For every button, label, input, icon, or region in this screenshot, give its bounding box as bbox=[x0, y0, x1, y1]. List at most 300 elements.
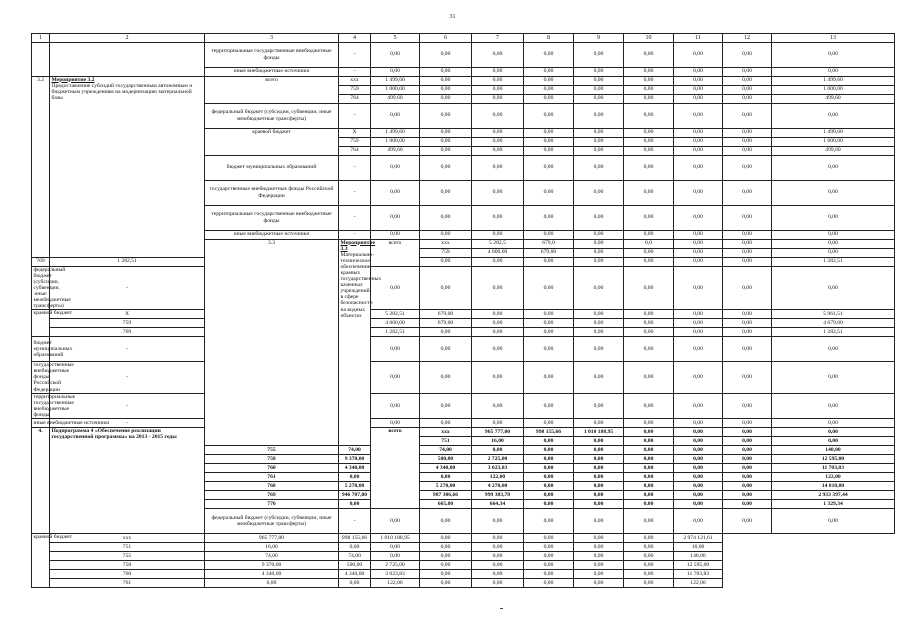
total-value: 0,00 bbox=[772, 180, 895, 205]
measure-description bbox=[50, 428, 205, 534]
year-value: 946 707,00 bbox=[339, 491, 371, 500]
year-value: 0,00 bbox=[472, 205, 524, 230]
year-value: 0,00 bbox=[624, 491, 674, 500]
year-value: 4 270,00 bbox=[472, 482, 524, 491]
year-value: 0,00 bbox=[674, 128, 723, 137]
year-value: 0,00 bbox=[723, 319, 772, 328]
year-value: 0,00 bbox=[420, 362, 472, 393]
year-value: 0,00 bbox=[574, 67, 624, 76]
row-number: 4. bbox=[32, 428, 50, 534]
total-value: 1 282,51 bbox=[772, 257, 895, 266]
year-value: 0,00 bbox=[524, 393, 574, 418]
year-value: 0,00 bbox=[472, 257, 524, 266]
budget-code: 751 bbox=[50, 543, 205, 552]
budget-code: - bbox=[339, 67, 371, 76]
year-value: 0,00 bbox=[624, 393, 674, 418]
year-value: 0,00 bbox=[674, 248, 723, 257]
year-value: 0,00 bbox=[574, 337, 624, 362]
year-value: 2 725,00 bbox=[371, 561, 420, 570]
year-value: 0,00 bbox=[574, 42, 624, 67]
table-row bbox=[32, 543, 895, 552]
year-value: 998 155,66 bbox=[524, 428, 574, 437]
year-value: 0,00 bbox=[524, 464, 574, 473]
year-value: 0,00 bbox=[674, 239, 723, 248]
budget-code: - bbox=[50, 419, 205, 428]
year-value: 74,00 bbox=[420, 446, 472, 455]
year-value: 0,00 bbox=[472, 180, 524, 205]
funding-source: всего bbox=[371, 428, 420, 509]
year-value: 965 777,00 bbox=[205, 534, 339, 543]
year-value: 0,00 bbox=[420, 328, 472, 337]
year-value: 0,00 bbox=[674, 266, 723, 310]
year-value: 0,00 bbox=[624, 428, 674, 437]
funding-source: всего bbox=[205, 76, 339, 103]
year-value: 0,00 bbox=[624, 362, 674, 393]
year-value: 0,00 bbox=[674, 76, 723, 85]
year-value: 5 282,51 bbox=[371, 310, 420, 319]
year-value: 0,00 bbox=[624, 561, 674, 570]
budget-code: - bbox=[50, 362, 205, 393]
year-value: 0,00 bbox=[674, 85, 723, 94]
year-value: 0,00 bbox=[574, 362, 624, 393]
year-value: 998 155,66 bbox=[339, 534, 371, 543]
total-value: 0,00 bbox=[772, 393, 895, 418]
budget-code: 759 bbox=[339, 137, 371, 146]
total-value: 2 933 397,44 bbox=[772, 491, 895, 500]
year-value: 0,00 bbox=[624, 446, 674, 455]
year-value: 0,00 bbox=[624, 94, 674, 103]
year-value: 0,00 bbox=[420, 266, 472, 310]
year-value: 0,00 bbox=[674, 328, 723, 337]
year-value: 0,00 bbox=[524, 579, 574, 588]
year-value: 0,00 bbox=[624, 310, 674, 319]
year-value: 0,00 bbox=[339, 543, 371, 552]
year-value: 0,00 bbox=[624, 103, 674, 128]
year-value: 16,00 bbox=[205, 543, 339, 552]
year-value: 0,00 bbox=[524, 455, 574, 464]
year-value: 0,00 bbox=[574, 509, 624, 534]
year-value: 4 340,00 bbox=[339, 464, 371, 473]
year-value: 0,00 bbox=[624, 500, 674, 509]
total-value: 1 499,60 bbox=[772, 76, 895, 85]
page-number: 31 bbox=[449, 14, 456, 20]
year-value: 0,00 bbox=[674, 419, 723, 428]
year-value: 0,00 bbox=[420, 230, 472, 239]
year-value: 0,00 bbox=[524, 103, 574, 128]
year-value: 0,00 bbox=[674, 437, 723, 446]
year-value: 0,00 bbox=[574, 552, 624, 561]
year-value: 0,00 bbox=[674, 319, 723, 328]
year-value: 0,00 bbox=[574, 319, 624, 328]
year-value: 0,00 bbox=[524, 205, 574, 230]
funding-source: территориальные государственные внебюджетные фонды bbox=[205, 205, 339, 230]
year-value: 0,00 bbox=[674, 464, 723, 473]
table-body bbox=[32, 42, 895, 588]
year-value: 0,00 bbox=[674, 455, 723, 464]
total-value: 0,00 bbox=[772, 230, 895, 239]
year-value: 0,00 bbox=[674, 155, 723, 180]
year-value: 679,00 bbox=[524, 248, 574, 257]
year-value: 0,00 bbox=[574, 561, 624, 570]
year-value: 0,00 bbox=[574, 239, 624, 248]
table-row bbox=[32, 552, 895, 561]
year-value: 999 383,78 bbox=[472, 491, 524, 500]
budget-code: 760 bbox=[50, 570, 205, 579]
year-value: 0,00 bbox=[524, 328, 574, 337]
total-value: 11 703,83 bbox=[772, 464, 895, 473]
total-value: 1 499,60 bbox=[772, 128, 895, 137]
budget-code: - bbox=[339, 230, 371, 239]
year-value: 0,00 bbox=[371, 552, 420, 561]
year-value: 1 010 188,95 bbox=[371, 534, 420, 543]
year-value: 0,00 bbox=[624, 437, 674, 446]
year-value: 0,00 bbox=[524, 534, 574, 543]
year-value: 0,00 bbox=[472, 328, 524, 337]
budget-code: - bbox=[50, 337, 205, 362]
year-value: 0,00 bbox=[574, 248, 624, 257]
year-value: 0,00 bbox=[772, 239, 895, 248]
year-value: 0,00 bbox=[723, 491, 772, 500]
total-value: 16,00 bbox=[674, 543, 723, 552]
table-row bbox=[32, 337, 895, 362]
budget-code: 769 bbox=[50, 328, 205, 337]
table-row bbox=[32, 570, 895, 579]
measure-text: Предоставление субсидий государственным автономным и бюджетным учреждениям на модернизацию материальной базы bbox=[51, 82, 193, 101]
year-value: 0,00 bbox=[723, 473, 772, 482]
year-value: 0,00 bbox=[371, 205, 420, 230]
year-value: 0,00 bbox=[420, 155, 472, 180]
year-value: 0,00 bbox=[723, 94, 772, 103]
year-value: 0,00 bbox=[524, 85, 574, 94]
year-value: 0,00 bbox=[624, 85, 674, 94]
year-value: 0,00 bbox=[574, 137, 624, 146]
year-value: 0,00 bbox=[624, 266, 674, 310]
year-value: 0,00 bbox=[524, 76, 574, 85]
year-value: 0,00 bbox=[624, 205, 674, 230]
year-value: 0,00 bbox=[472, 67, 524, 76]
table-row bbox=[32, 310, 895, 319]
year-value: 0,00 bbox=[723, 362, 772, 393]
year-value: 0,00 bbox=[624, 455, 674, 464]
budget-code: - bbox=[339, 180, 371, 205]
year-value: 0,00 bbox=[420, 67, 472, 76]
year-value: 0,00 bbox=[472, 230, 524, 239]
table-row bbox=[32, 362, 895, 393]
year-value: 3 023,83 bbox=[472, 464, 524, 473]
year-value: 0,00 bbox=[674, 473, 723, 482]
budget-code: ххх bbox=[420, 428, 472, 437]
year-value: 0,00 bbox=[674, 103, 723, 128]
year-value: 0,00 bbox=[624, 337, 674, 362]
year-value: 0,00 bbox=[472, 319, 524, 328]
total-value: 499,60 bbox=[772, 146, 895, 155]
table-row bbox=[32, 42, 895, 67]
funding-source: краевой бюджет bbox=[205, 128, 339, 155]
total-value: 12 595,00 bbox=[772, 455, 895, 464]
year-value: 500,00 bbox=[420, 455, 472, 464]
total-value: 148,00 bbox=[772, 446, 895, 455]
year-value: 0,00 bbox=[472, 446, 524, 455]
year-value: 0,00 bbox=[339, 473, 371, 482]
table-row bbox=[32, 419, 895, 428]
year-value: 0,00 bbox=[524, 67, 574, 76]
year-value: 0,00 bbox=[472, 561, 524, 570]
year-value: 0,00 bbox=[723, 337, 772, 362]
year-value: 0,00 bbox=[371, 155, 420, 180]
total-value: 0,00 bbox=[772, 42, 895, 67]
year-value: 0,00 bbox=[723, 230, 772, 239]
year-value: 0,0 bbox=[624, 239, 674, 248]
year-value: 0,00 bbox=[371, 180, 420, 205]
total-value: 14 810,00 bbox=[772, 482, 895, 491]
year-value: 499,60 bbox=[371, 94, 420, 103]
budget-table bbox=[31, 33, 895, 588]
total-value: 0,00 bbox=[772, 266, 895, 310]
year-value: 0,00 bbox=[772, 428, 895, 437]
year-value: 0,00 bbox=[723, 205, 772, 230]
year-value: 0,00 bbox=[371, 543, 420, 552]
total-value: 122,00 bbox=[772, 473, 895, 482]
year-value: 0,00 bbox=[723, 257, 772, 266]
column-header-4: 4 bbox=[339, 34, 371, 43]
year-value: 0,00 bbox=[723, 428, 772, 437]
total-value: 0,00 bbox=[772, 155, 895, 180]
funding-source: иные внебюджетные источники bbox=[205, 230, 339, 239]
column-header-10: 10 bbox=[624, 34, 674, 43]
year-value: 0,00 bbox=[624, 128, 674, 137]
year-value: 3 023,83 bbox=[371, 570, 420, 579]
year-value: 74,00 bbox=[339, 552, 371, 561]
year-value: 0,00 bbox=[624, 419, 674, 428]
year-value: 0,00 bbox=[624, 473, 674, 482]
table-row bbox=[32, 257, 895, 266]
year-value: 0,00 bbox=[524, 500, 574, 509]
measure-title: Мероприятие 3.2 bbox=[51, 76, 95, 83]
funding-source: территориальные государственные внебюджетные фонды bbox=[33, 393, 76, 418]
year-value: 0,00 bbox=[574, 85, 624, 94]
year-value: 0,00 bbox=[420, 257, 472, 266]
year-value: 500,00 bbox=[339, 561, 371, 570]
total-value: 0,00 bbox=[772, 205, 895, 230]
total-value: 2 974 121,61 bbox=[674, 534, 723, 543]
budget-code: 759 bbox=[339, 85, 371, 94]
year-value: 0,00 bbox=[472, 337, 524, 362]
year-value: 4 340,00 bbox=[420, 464, 472, 473]
year-value: 0,00 bbox=[420, 509, 472, 534]
year-value: 0,00 bbox=[524, 155, 574, 180]
year-value: 0,00 bbox=[723, 266, 772, 310]
year-value: 0,00 bbox=[723, 76, 772, 85]
year-value: 0,00 bbox=[420, 146, 472, 155]
year-value: 0,00 bbox=[574, 155, 624, 180]
total-value: 5 961,51 bbox=[772, 310, 895, 319]
year-value: 0,00 bbox=[371, 67, 420, 76]
year-value: 0,00 bbox=[524, 257, 574, 266]
year-value: 0,00 bbox=[624, 509, 674, 534]
year-value: 0,00 bbox=[723, 137, 772, 146]
year-value: 4 340,00 bbox=[205, 570, 339, 579]
year-value: 0,00 bbox=[574, 570, 624, 579]
total-value: 0,00 bbox=[772, 419, 895, 428]
budget-code: - bbox=[339, 155, 371, 180]
funding-source: краевой бюджет bbox=[32, 310, 50, 337]
year-value: 0,00 bbox=[624, 579, 674, 588]
year-value: 0,00 bbox=[674, 446, 723, 455]
year-value: 0,00 bbox=[574, 500, 624, 509]
funding-source: бюджет муниципальных образований bbox=[32, 337, 50, 362]
total-value: 4 679,00 bbox=[772, 319, 895, 328]
year-value: 1 499,60 bbox=[371, 128, 420, 137]
budget-code: 769 bbox=[32, 257, 50, 266]
year-value: 74,00 bbox=[339, 446, 371, 455]
year-value: 0,00 bbox=[574, 543, 624, 552]
year-value: 0,00 bbox=[524, 543, 574, 552]
year-value: 0,00 bbox=[524, 482, 574, 491]
year-value: 0,00 bbox=[674, 310, 723, 319]
year-value: 0,00 bbox=[524, 362, 574, 393]
year-value: 0,00 bbox=[624, 248, 674, 257]
year-value: 0,00 bbox=[371, 266, 420, 310]
year-value: 0,00 bbox=[674, 393, 723, 418]
total-value: 0,00 bbox=[772, 103, 895, 128]
year-value: 0,00 bbox=[674, 509, 723, 534]
measure-title: Мероприятие 3.3 bbox=[340, 239, 376, 252]
year-value: 0,00 bbox=[674, 482, 723, 491]
year-value: 122,00 bbox=[371, 579, 420, 588]
year-value: 0,00 bbox=[574, 473, 624, 482]
year-value: 0,00 bbox=[574, 464, 624, 473]
year-value: 0,00 bbox=[624, 570, 674, 579]
year-value: 0,00 bbox=[574, 94, 624, 103]
year-value: 1 282,51 bbox=[50, 257, 205, 266]
year-value: 0,00 bbox=[674, 337, 723, 362]
budget-code: 761 bbox=[205, 473, 339, 482]
year-value: 1 010 188,95 bbox=[574, 428, 624, 437]
funding-source: федеральный бюджет (субсидии, субвенции, иные межбюджетные трансферты) bbox=[33, 266, 71, 310]
year-value: 0,00 bbox=[420, 393, 472, 418]
year-value: 0,00 bbox=[420, 76, 472, 85]
year-value: 0,00 bbox=[524, 570, 574, 579]
funding-source: бюджет муниципальных образований bbox=[205, 155, 339, 180]
column-header-9: 9 bbox=[574, 34, 624, 43]
budget-code: 768 bbox=[205, 482, 339, 491]
year-value: 0,00 bbox=[420, 103, 472, 128]
year-value: 0,00 bbox=[420, 94, 472, 103]
year-value: 0,00 bbox=[574, 446, 624, 455]
year-value: 0,00 bbox=[472, 155, 524, 180]
year-value: 0,00 bbox=[624, 180, 674, 205]
total-value: 1 000,00 bbox=[772, 85, 895, 94]
year-value: 0,00 bbox=[524, 146, 574, 155]
description-cell bbox=[50, 42, 205, 76]
funding-source: иные внебюджетные источники bbox=[33, 419, 110, 426]
year-value: 0,00 bbox=[624, 76, 674, 85]
year-value: 0,00 bbox=[574, 103, 624, 128]
measure-text: Материально-техническое обеспечение краевых государственных казенных учреждений в сфере безопасности на водных объектах bbox=[340, 251, 382, 319]
year-value: 0,00 bbox=[772, 437, 895, 446]
measure-title: Подпрограмма 4 «Обеспечение реализации государственной программы» на 2013 - 2015 годы bbox=[51, 428, 177, 441]
year-value: 0,00 bbox=[723, 482, 772, 491]
year-value: 0,00 bbox=[723, 464, 772, 473]
year-value: 5 270,00 bbox=[339, 482, 371, 491]
year-value: 0,00 bbox=[472, 579, 524, 588]
total-value: 0,00 bbox=[772, 362, 895, 393]
year-value: 0,00 bbox=[574, 146, 624, 155]
year-value: 0,00 bbox=[574, 419, 624, 428]
column-header-6: 6 bbox=[420, 34, 472, 43]
year-value: 0,00 bbox=[524, 266, 574, 310]
year-value: 0,00 bbox=[420, 85, 472, 94]
budget-code: 758 bbox=[205, 455, 339, 464]
row-number: 3.3 bbox=[205, 239, 339, 446]
year-value: 499,60 bbox=[371, 146, 420, 155]
table-row bbox=[32, 393, 895, 418]
year-value: 0,00 bbox=[723, 67, 772, 76]
year-value: 0,00 bbox=[472, 310, 524, 319]
year-value: 0,00 bbox=[624, 482, 674, 491]
year-value: 0,00 bbox=[624, 464, 674, 473]
year-value: 0,00 bbox=[674, 230, 723, 239]
year-value: 0,00 bbox=[524, 42, 574, 67]
column-header-3: 3 bbox=[205, 34, 339, 43]
year-value: 2 725,00 bbox=[472, 455, 524, 464]
year-value: 0,00 bbox=[723, 85, 772, 94]
year-value: 0,00 bbox=[524, 230, 574, 239]
budget-code: 761 bbox=[50, 579, 205, 588]
funding-source: всего bbox=[371, 239, 420, 266]
budget-code: 776 bbox=[205, 500, 339, 509]
year-value: 0,00 bbox=[574, 257, 624, 266]
budget-code: Х bbox=[50, 310, 205, 319]
budget-code: 758 bbox=[50, 561, 205, 570]
year-value: 0,00 bbox=[624, 328, 674, 337]
year-value: 0,00 bbox=[472, 266, 524, 310]
year-value: 0,00 bbox=[420, 579, 472, 588]
year-value: 122,00 bbox=[472, 473, 524, 482]
budget-code: - bbox=[50, 393, 205, 418]
year-value: 987 306,66 bbox=[420, 491, 472, 500]
year-value: 0,00 bbox=[420, 128, 472, 137]
budget-code: - bbox=[50, 266, 205, 310]
year-value: 0,00 bbox=[472, 362, 524, 393]
year-value: 0,00 bbox=[574, 579, 624, 588]
year-value: 679,00 bbox=[420, 310, 472, 319]
year-value: 0,00 bbox=[624, 257, 674, 266]
column-header-5: 5 bbox=[371, 34, 420, 43]
year-value: 665,00 bbox=[420, 500, 472, 509]
column-header-1: 1 bbox=[32, 34, 50, 43]
table-row bbox=[32, 76, 895, 85]
year-value: 0,00 bbox=[674, 42, 723, 67]
year-value: 0,00 bbox=[574, 128, 624, 137]
year-value: 0,00 bbox=[624, 67, 674, 76]
year-value: 0,00 bbox=[524, 552, 574, 561]
year-value: 0,00 bbox=[371, 509, 420, 534]
total-value: 122,00 bbox=[674, 579, 723, 588]
year-value: 0,00 bbox=[472, 552, 524, 561]
year-value: 0,00 bbox=[472, 94, 524, 103]
year-value: 0,00 bbox=[674, 257, 723, 266]
measure-description bbox=[339, 239, 382, 446]
year-value: 0,00 bbox=[472, 534, 524, 543]
year-value: 0,00 bbox=[624, 534, 674, 543]
year-value: 0,00 bbox=[723, 446, 772, 455]
year-value: 0,00 bbox=[772, 248, 895, 257]
year-value: 0,00 bbox=[723, 455, 772, 464]
year-value: 9 370,00 bbox=[205, 561, 339, 570]
year-value: 0,00 bbox=[524, 446, 574, 455]
year-value: 0,00 bbox=[420, 552, 472, 561]
